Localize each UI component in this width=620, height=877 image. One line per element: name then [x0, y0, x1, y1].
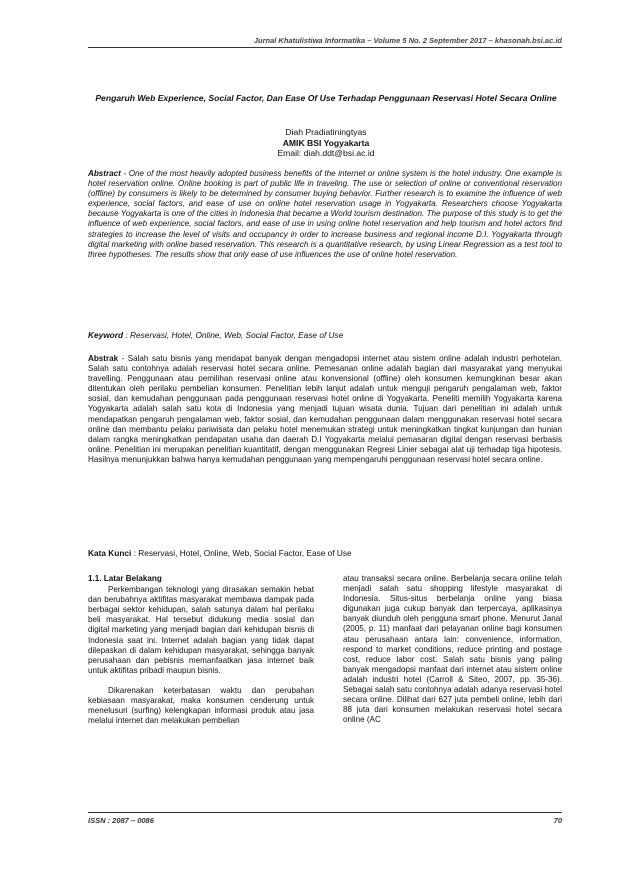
keyword-label: Keyword — [88, 330, 124, 340]
abstract-english — [88, 169, 562, 260]
abstract-indonesian — [88, 354, 562, 465]
page-header — [88, 36, 562, 48]
author-affiliation: AMIK BSI Yogyakarta — [282, 137, 370, 148]
author-block — [90, 127, 562, 159]
author-name: Diah Pradiatiningtyas — [285, 127, 367, 137]
section-heading: 1.1. Latar Belakang — [88, 574, 162, 583]
body-left-column — [88, 574, 314, 726]
abstrak-label: Abstrak — [88, 354, 119, 363]
paper-title: Pengaruh Web Experience, Social Factor, Dan Ease Of Use Terhadap Penggunaan Reservasi Hotel Secara Online — [95, 93, 557, 103]
body-right-column — [343, 574, 562, 725]
abstract-text: - One of the most heavily adopted business benefits of the internet or online system is the hotel industry. One example is hotel reservation online. Online booking is part of public life in traveling. The use or selection of online or conventional reservation (offline) by consumers is likely to be determined by consumer buying behavior. Further research is to examine the influence of web experience, social factors, and ease of use on online hotel reservation usage in Yogyakarta. Researchers choose Yogyakarta because Yogyakarta is one of the cities in Indonesia that became a World tourism destination. The purpose of this study is to get the influence of web experience, social factors, and ease of use in using online hotel reservation and help tourism and hotel actors find strategies to increase the level of visits and occupancy in order to increase business and regional income D.I. Yogyakarta through digital marketing with online based reservation. This research is a quantitative research, by using Linear Regression as a test tool to three hypotheses. The results show that only ease of use influences the use of online hotel reservation. — [88, 169, 562, 259]
keyword-text: : Reservasi, Hotel, Online, Web, Social Factor, Ease of Use — [123, 330, 344, 340]
keywords-indonesian — [88, 548, 562, 558]
body-paragraph: Perkembangan teknologi yang dirasakan semakin hebat dan berubahnya aktifitas masyarakat membawa dampak pada berbagai sektor kehidupan, salah satunya dalam hal perilaku beli masyarakat. Hal tersebut didukung media sosial dan digital marketing yang menjadi bagian dari kehidupan bisnis di Indonesia saat ini. Internet adalah bagian yang tidak dapat dilepaskan di dalam kehidupan masyarakat, sehingga banyak perusahaan dan pebisnis memanfaatkan jasa internet baik untuk aktifitas pribadi maupun bisnis. — [88, 585, 314, 675]
kata-kunci-label: Kata Kunci — [88, 548, 132, 558]
issn: ISSN : 2087 – 0086 — [88, 816, 154, 825]
footer-rule — [88, 812, 562, 813]
running-head: Jurnal Khatulistiwa Informatika – Volume 5 No. 2 September 2017 – khasonah.bsi.ac.id — [253, 36, 562, 45]
author-email: Email: diah.ddt@bsi.ac.id — [277, 148, 375, 158]
page-footer — [88, 812, 562, 826]
abstract-label: Abstract — [88, 169, 121, 178]
keywords-english — [88, 330, 562, 340]
body-paragraph: atau transaksi secara online. Berbelanja secara online telah menjadi salah satu shopping lifestyle masyarakat di Indonesia. Situs-situs berbelanja online yang biasa digunakan juga cukup banyak dan terpercaya, aplikasinya banyak diunduh oleh pengguna smart phone. Menurut Janal (2005, p. 11) manfaat dari pelayanan online bagi konsumen atau perusahaan antara lain: convenience, information, respond to market conditions, reduce printing and postage cost, reduce labor cost. Salah satu bisnis yang paling banyak mengadopsi manfaat dari internet atau sistem online adalah industri hotel (Carroll & Siteo, 2007, pp. 35-36). Sebagai salah satu contohnya adalah adanya reservasi hotel secara online. Dilihat dari 627 juta pembeli online, lebih dari 88 juta dari konsumen melakukan reservasi hotel secara online (AC — [343, 574, 562, 725]
page-number: 70 — [553, 816, 562, 825]
header-rule — [88, 47, 562, 48]
abstrak-text: - Salah satu bisnis yang mendapat banyak dengan mengadopsi internet atau sistem online adalah industri perhotelan. Salah satu contohnya adalah reservasi hotel secara online. Pemesanan online adalah bagian dari masyarakat yang menyukai travelling. Penggunaan atau pemilihan reservasi online atau konvensional (offline) oleh konsumen kemungkinan besar akan ditentukan oleh perilaku pembelian konsumen. Penelitian lebih lanjut adalah untuk menguji pengaruh pengalaman web, faktor sosial, dan kemudahan penggunaan pada penggunaan reservasi hotel online di Yogyakarta. Peneliti memilih Yogyakarta karena Yogyakarta adalah salah satu kota di Indonesia yang menjadi tujuan wisata dunia. Tujuan dari penelitian ini adalah untuk mendapatkan pengaruh pengalaman web, faktor sosial, dan kemudahan penggunaan dalam menggunakan reservasi hotel secara online dan membantu pelaku pariwisata dan pelaku hotel menemukan strategi untuk meningkatkan tingkat kunjungan dan hunian dalam rangka meningkatkan pendapatan usaha dan daerah D.I Yogyakarta melalui pemasaran digital dengan reservasi berbasis online. Penelitian ini merupakan penelitian kuantitatif, dengan menggunakan Regresi Linier sebagai alat uji terhadap tiga hipotesis. Hasilnya menunjukkan bahwa hanya kemudahan penggunaan yang mempengaruhi penggunaan reservasi hotel secara online. — [88, 354, 562, 464]
kata-kunci-text: : Reservasi, Hotel, Online, Web, Social Factor, Ease of Use — [131, 548, 352, 558]
body-paragraph: Dikarenakan keterbatasan waktu dan perubahan kebiasaan masyarakat, maka konsumen cenderung untuk menelusuri (surfing) kelengkapan informasi produk atau jasa melalui internet dan melakukan pembelian — [88, 685, 314, 726]
